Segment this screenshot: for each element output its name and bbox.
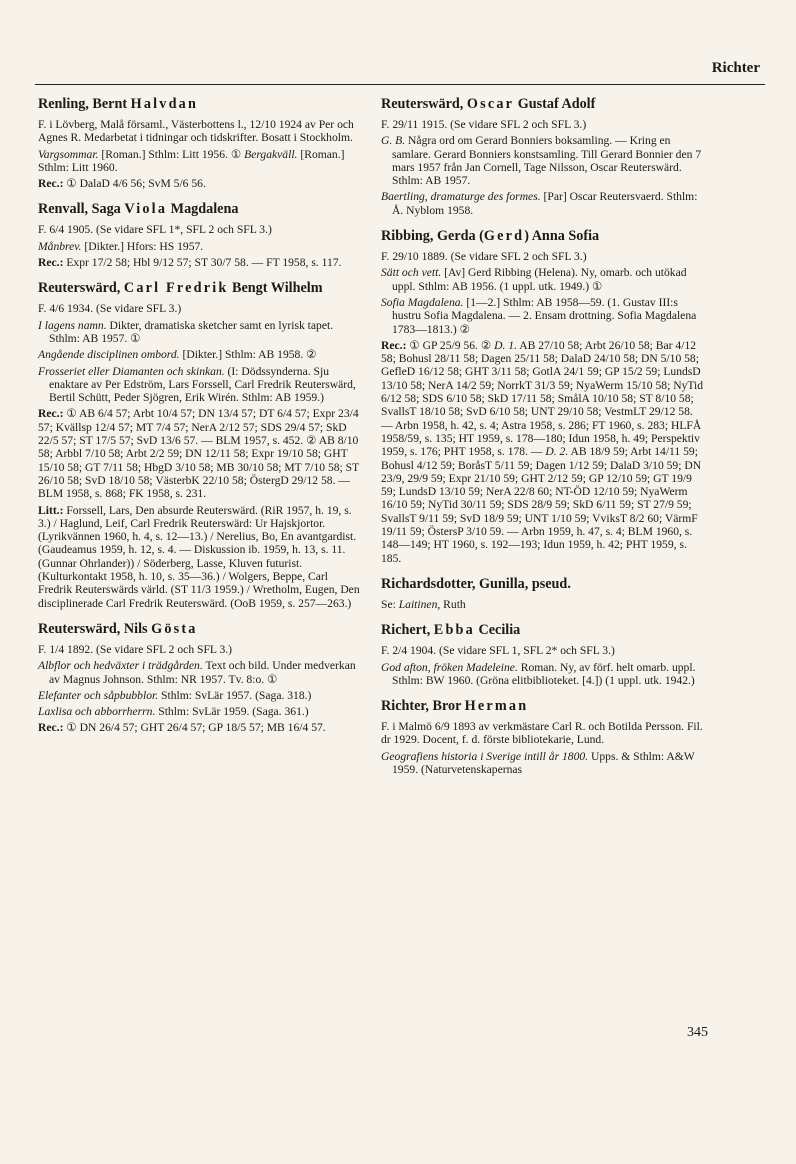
heading-spaced-name: Gösta (151, 620, 198, 637)
italic-text: Baertling, dramaturge des formes. (381, 190, 541, 204)
paragraph (38, 148, 364, 175)
italic-text: Laitinen, (398, 597, 441, 611)
text-segment: [Dikter.] Sthlm: AB 1958. ② (179, 348, 317, 362)
entry-heading (38, 201, 364, 218)
paragraph (381, 644, 707, 657)
text-segment: F. i Malmö 6/9 1893 av verkmästare Carl R. och Botilda Persson. Fil. dr 1929. Docent, f. d. förste bibliotekarie, Lund. (381, 720, 703, 747)
entry-renvall (38, 201, 364, 269)
heading-spaced-name: Carl Fredrik (123, 280, 229, 297)
entry-heading (381, 96, 707, 113)
italic-text: Sätt och vett. (381, 266, 442, 280)
entry-heading (381, 698, 707, 715)
heading-spaced-name: Herman (464, 698, 529, 715)
work-entry (381, 134, 707, 187)
work-entry (38, 319, 364, 346)
paragraph (381, 339, 707, 565)
heading-spaced-name: Oscar (466, 96, 515, 112)
work-entry (38, 659, 364, 686)
paragraph (38, 223, 364, 236)
heading-spaced-name: Gerd (483, 228, 525, 245)
text-segment: ① DalaD 4/6 56; SvM 5/6 56. (63, 177, 206, 191)
heading-text: Reuterswärd, (381, 96, 467, 112)
heading-text: Renling, Bernt (38, 96, 131, 112)
text-segment: F. 4/6 1934. (Se vidare SFL 3.) (38, 302, 182, 316)
header-rule (35, 84, 765, 85)
text-segment: Sthlm: SvLär 1959. (Saga. 361.) (155, 705, 309, 719)
heading-spaced-name: Viola (124, 201, 168, 218)
work-entry (381, 750, 707, 777)
paragraph (38, 504, 364, 610)
text-segment: [Par] Oscar Reutersvaerd. Sthlm: Å. Nyblom 1958. (392, 190, 698, 217)
entry-reutersward-oscar (381, 96, 707, 217)
text-segment: [Dikter.] Hfors: HS 1957. (81, 239, 204, 253)
heading-text: Renvall, Saga (38, 201, 125, 218)
text-segment: F. 6/4 1905. (Se vidare SFL 1*, SFL 2 och SFL 3.) (38, 223, 272, 237)
paragraph (38, 302, 364, 315)
work-entry (381, 266, 707, 293)
entry-heading (381, 622, 707, 639)
work-entry (38, 365, 364, 405)
heading-text: Magdalena (167, 201, 239, 218)
paragraph (38, 407, 364, 500)
section-label: Rec.: (38, 407, 64, 421)
italic-text: Vargsommar. (38, 147, 99, 161)
heading-text: Richardsdotter, Gunilla, pseud. (381, 575, 571, 592)
heading-text: Reuterswärd, Nils (38, 620, 152, 637)
work-entry (38, 705, 364, 718)
paragraph (38, 721, 364, 734)
italic-text: G. B. (381, 134, 406, 148)
italic-text: Sofia Magdalena. (381, 295, 464, 309)
heading-spaced-name: Halvdan (130, 96, 199, 112)
entry-heading (381, 228, 707, 245)
paragraph (381, 250, 707, 263)
work-entry (381, 296, 707, 336)
section-label: Rec.: (38, 177, 64, 191)
heading-text: Bengt Wilhelm (228, 280, 323, 297)
page-number: 345 (687, 1025, 708, 1040)
text-segment: ① DN 26/4 57; GHT 26/4 57; GP 18/5 57; MB 16/4 57. (63, 721, 326, 735)
heading-text: Gustaf Adolf (514, 96, 596, 112)
heading-text: Richter, Bror (381, 698, 465, 715)
text-segment: Expr 17/2 58; Hbl 9/12 57; ST 30/7 58. — FT 1958, s. 117. (63, 256, 342, 270)
paragraph (381, 598, 707, 611)
text-segment: (I: Dödssynderna. Sju enaktare av Per Edström, Lars Forssell, Carl Fredrik Reuterswärd, Bertil Schütt, Peder Sjögren, Erik Wirén. Sthlm: AB 1959.) (49, 364, 356, 405)
text-segment: AB 27/10 58; Arbt 26/10 58; Bar 4/12 58; Bohusl 28/11 58; Dagen 25/11 58; DalaD 24/10 58; DN 5/10 58; GefleD 16/12 58; GHT 3/11 58; GotlA 24/1 59; GP 15/2 59; LundsD 13/10 58; NerA 14/2 59; NorrkT 31/3 59; NyaWerm 15/10 58; NyTid 6/12 58; SDS 6/10 58; SkD 17/11 58; SmålA 10/10 58; ST 8/10 58; SvallsT 18/10 58; SvD 6/10 58; UNT 29/10 58; VestmLT 29/12 58. — Arbn 1958, h. 42, s. 4; Astra 1958, s. 286; FT 1960, s. 283; HLFÅ 1958/59, s. 135; HT 1959, s. 178—180; Idun 1958, h. 49; Perspektiv 1959, s. 176; PHT 1958, s. 178. — (381, 338, 704, 459)
italic-text: Månbrev. (38, 239, 82, 253)
entry-richter (381, 698, 707, 776)
heading-spaced-name: Ebba (433, 622, 475, 639)
italic-text: D. 2. (545, 445, 569, 459)
text-segment: Sthlm: SvLär 1957. (Saga. 318.) (158, 688, 312, 702)
text-segment: [1—2.] Sthlm: AB 1958—59. (1. Gustav III:s hustru Sofia Magdalena. — 2. Ensam drottning. Sofia Magdalena 1783—1813.) ② (392, 295, 697, 336)
paragraph (38, 177, 364, 190)
section-label: Rec.: (381, 338, 407, 352)
text-segment: Text och bild. Under medverkan av Magnus Johnson. Sthlm: NR 1957. Tv. 8:o. ① (49, 659, 356, 686)
entry-ribbing (381, 228, 707, 565)
text-segment: F. 2/4 1904. (Se vidare SFL 1, SFL 2* och SFL 3.) (381, 644, 615, 658)
text-segment: Forssell, Lars, Den absurde Reuterswärd. (RiR 1957, h. 19, s. 3.) / Haglund, Leif, Carl Fredrik Reuterswärd: Ur Hajskjortor. (Lyrikvännen 1960, h. 4, s. 12—13.) / Nerelius, Bo, En avantgardist. (Gaudeamus 1959, h. 12, s. 4. — Diskussion ib. 1959, h. 13, s. 11. (Gunnar Ohrlander)) / Söderberg, Lasse, Kluven futurist. (Kulturkontakt 1958, h. 10, s. 35—36.) / Wolgers, Beppe, Carl Fredrik Reuterswärds värld. (ST 11/3 1959.) / Wretholm, Eugen, Den disciplinerade Carl Fredrik Reuterswärd. (OoB 1959, s. 257—263.) (38, 503, 360, 610)
text-segment: Några ord om Gerard Bonniers boksamling. — Kring en samlare. Gerard Bonniers konstsamling. Till Gerard Bonnier den 7 mars 1957 från Jan Cornell, Tage Nilsson, Oscar Reuterswärd. Sthlm: AB 1957. (392, 134, 702, 188)
work-entry (381, 661, 707, 688)
text-segment: Dikter, dramatiska sketcher samt en lyrisk tapet. Sthlm: AB 1957. ① (49, 318, 334, 345)
paragraph (38, 240, 364, 253)
text-segment: F. 29/11 1915. (Se vidare SFL 2 och SFL 3.) (381, 118, 587, 131)
heading-text: ) Anna Sofia (524, 228, 600, 245)
heading-text: Reuterswärd, (38, 280, 124, 297)
text-segment: F. 1/4 1892. (Se vidare SFL 2 och SFL 3.) (38, 642, 233, 656)
italic-text: Geografiens historia i Sverige intill år 1800. (381, 749, 589, 763)
italic-text: Albflor och hedväxter i trädgården. (38, 659, 203, 673)
entry-reutersward-carl (38, 280, 364, 610)
italic-text: Angående disciplinen ombord. (38, 348, 180, 362)
italic-text: Frosseriet eller Diamanten och skinkan. (38, 364, 225, 378)
text-segment: ① AB 6/4 57; Arbt 10/4 57; DN 13/4 57; DT 6/4 57; Expr 23/4 57; Kvällsp 12/4 57; MT 7/4 57; NerA 2/12 57; SDS 29/4 57; SkD 22/5 57; ST 17/5 57; SvD 13/6 57. — BLM 1957, s. 452. ② AB 8/10 58; Arbbl 7/10 58; Arbt 2/2 59; DN 12/11 58; Expr 19/10 58; GHT 15/10 58; GT 7/11 58; HbgD 3/10 58; MB 30/10 58; MT 7/10 58; ST 26/10 58; SvD 18/10 58; VästerbK 22/10 58; ÖstergD 29/12 58. — BLM 1958, s. 868; FK 1958, s. 231. (38, 407, 360, 501)
text-segment: Roman. Ny, av förf. helt omarb. uppl. Sthlm: BW 1960. (Gröna elitbiblioteket. [4.]) (1 uppl. utk. 1942.) (392, 660, 696, 687)
section-label: Rec.: (38, 721, 64, 735)
text-segment: [Roman.] Sthlm: Litt 1956. ① (98, 147, 245, 161)
entry-heading (38, 621, 364, 638)
right-column (381, 96, 707, 787)
text-segment: Se: (381, 597, 399, 611)
italic-text: God afton, fröken Madeleine. (381, 660, 518, 674)
work-entry (38, 689, 364, 702)
paragraph (38, 643, 364, 656)
work-entry (38, 348, 364, 361)
entry-renling (38, 96, 364, 190)
paragraph (38, 256, 364, 269)
italic-text: Elefanter och såpbubblor. (38, 688, 159, 702)
text-segment: F. 29/10 1889. (Se vidare SFL 2 och SFL 3.) (381, 250, 587, 264)
italic-text: I lagens namn. (38, 318, 107, 332)
paragraph (381, 720, 707, 747)
italic-text: Bergakväll. (244, 147, 298, 161)
italic-text: Laxlisa och abborrherrn. (38, 705, 156, 719)
text-segment: Upps. & Sthlm: A&W 1959. (Naturvetenskapernas (392, 749, 695, 776)
section-label: Rec.: (38, 256, 64, 270)
work-entry (381, 190, 707, 217)
entry-richardsdotter (381, 576, 707, 611)
heading-text: Richert, (381, 622, 434, 639)
paragraph (38, 118, 364, 145)
paragraph (381, 118, 707, 131)
heading-text: Ribbing, Gerda ( (381, 228, 484, 245)
text-segment: [Av] Gerd Ribbing (Helena). Ny, omarb. och utökad uppl. Sthlm: AB 1956. (1 uppl. utk. 1949.) ① (392, 266, 687, 293)
text-segment: [Roman.] Sthlm: Litt 1960. (38, 147, 345, 174)
running-head: Richter (711, 60, 760, 76)
section-label: Litt.: (38, 503, 64, 517)
text-segment: F. i Lövberg, Malå församl., Västerbottens l., 12/10 1924 av Per och Agnes R. Medarbetat i tidningar och tidskrifter. Bosatt i Stockholm. (38, 118, 354, 145)
left-column (38, 96, 364, 746)
entry-richert (381, 622, 707, 687)
entry-heading (38, 96, 364, 113)
italic-text: D. 1. (494, 338, 517, 352)
entry-heading (38, 280, 364, 297)
text-segment: ① GP 25/9 56. ② (406, 338, 495, 352)
text-segment: Ruth (440, 597, 466, 611)
entry-heading (381, 576, 707, 593)
heading-text: Cecilia (474, 622, 521, 639)
text-segment: AB 18/9 59; Arbt 14/11 59; Bohusl 4/12 59; BoråsT 5/11 59; Dagen 1/12 59; DalaD 3/10 59; DN 23/9, 29/9 59; Expr 21/10 59; GHT 2/12 59; GP 12/10 59; GT 19/9 59; LundsD 13/10 59; NerA 22/8 60; NT-ÖD 12/10 59; NyaWerm 16/10 59; NyTid 30/11 59; SDS 28/9 59; SkD 6/11 59; ST 27/9 59; SvallsT 9/11 59; SvD 18/9 59; UNT 1/10 59; VviksT 8/2 60; VärmF 19/11 59; ÖstersP 3/10 59. — Arbn 1959, h. 47, s. 4; BLM 1960, s. 148—149; HT 1960, s. 192—193; Idun 1959, h. 42; PHT 1959, s. 185. (381, 445, 702, 565)
entry-reutersward-nils (38, 621, 364, 735)
